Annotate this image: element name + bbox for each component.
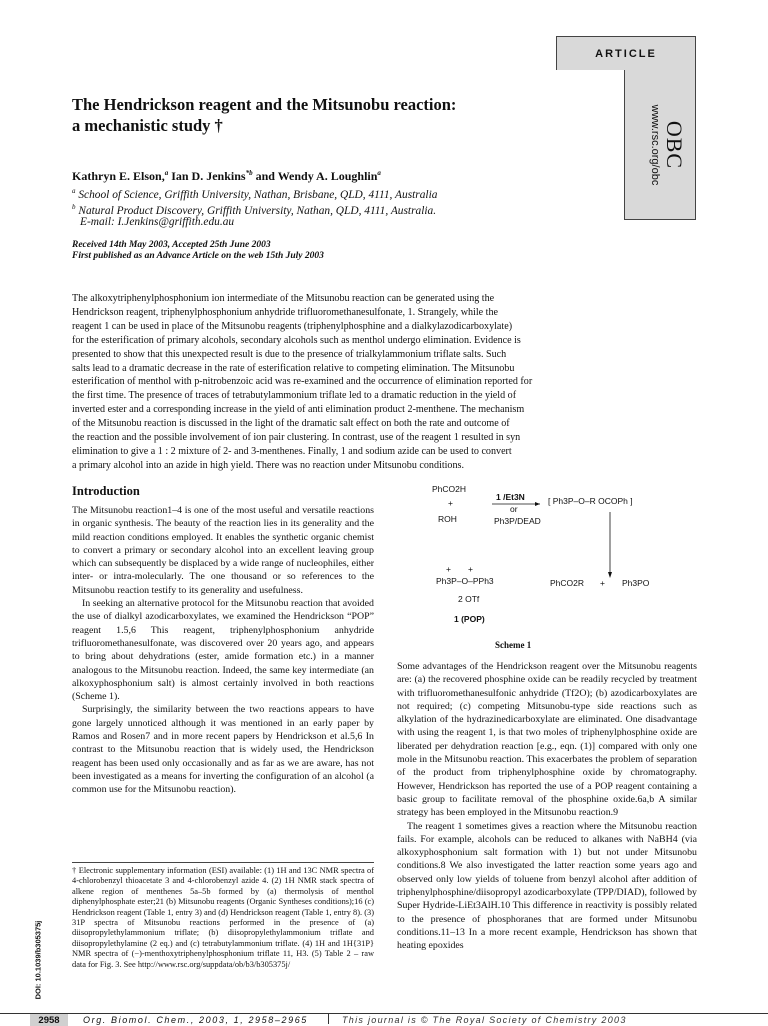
footnote-rule	[72, 862, 374, 863]
right-column-body	[397, 660, 697, 953]
footer-divider	[328, 1014, 329, 1024]
paragraph: Some advantages of the Hendrickson reagent over the Mitsunobu reagents are: (a) the recovered phosphine oxide can be readily recycled by treatment with trifluoromethanesulfonic anhydride (Tf2O); (b) azodicarboxylates are not required; (c) competing Mitsunobu-type side reactions such as alkylation of the hydrazinedicarboxylate are eliminated. One disadvantage with using the reagent 1, is that two moles of triphenylphosphine oxide are liberated per dehydration reaction [e.g., eqn. (1)] compared with only one mole in the Mitsunobu reaction. This exacerbates the problem of separation of the product from triphenylphosphine oxide by chromatography. However, Hendrickson has reported the use of a POP reagent containing a basic group to facilitate removal of the phosphine oxide.6a,b A similar strategy has been employed in the Mitsunobu reaction.9	[397, 661, 697, 819]
abstract-line: elimination to give a 1 : 2 mixture of 2- and 3-menthenes. Finally, 1 and sodium azide can be used to convert	[72, 445, 512, 457]
scheme-reagent-pop: 1 /Et3N	[496, 492, 525, 502]
abstract-line: a primary alcohol into an azide in high yield. There was no reaction under Mitsunobu conditions.	[72, 459, 464, 471]
scheme-arrow-2-head	[608, 572, 612, 578]
abstract-line: The alkoxytriphenylphosphonium ion intermediate of the Mitsunobu reaction can be generated using the	[72, 293, 495, 304]
affiliation-a-text: School of Science, Griffith University, Nathan, Brisbane, QLD, 4111, Australia	[75, 188, 438, 201]
author-1: Kathryn E. Elson,	[72, 169, 165, 183]
journal-abbrev: OBC	[662, 120, 687, 170]
left-column-body	[72, 504, 374, 797]
author-3-affil: a	[377, 169, 381, 177]
affiliation-a-sup: a	[72, 187, 76, 195]
affiliation-b-sup: b	[72, 203, 76, 211]
article-type-label: ARTICLE	[595, 47, 657, 60]
page-number-text: 2958	[38, 1014, 60, 1026]
page-number	[30, 1014, 68, 1026]
paragraph: Surprisingly, the similarity between the two reactions appears to have gone largely unnoticed although it was mentioned in an early paper by Ramos and Rosen7 and in more recent papers by Hendrickson et al.5,6 In contrast to the Mitsunobu reaction that is widely used, the Hendrickson reagent has been used only occasionally and as far as we are aware, has not been investigated as a means for inverting the configuration of an alcohol (a common use for the Mitsunobu reaction).	[72, 704, 374, 796]
scheme-product-ester: PhCO2R	[550, 578, 585, 588]
paragraph: The reagent 1 sometimes gives a reaction where the Mitsunobu reaction fails. For example, alcohols can be reduced to alkanes with NaBH4 (via alkoxyphosphonium salt formation with 1) but not under Mitsunobu conditions.8 We also investigated the latter reaction some years ago and observed only low yields of toluene from benzyl alcohol after addition of triphenylphosphine/diisopropyl azodicarboxylate (TPP/DIAD), followed by Super Hydride-LiEt3AlH.10 This difference in reactivity is possibly related to the presence of phosphoranes that are formed under Mitsunobu conditions.11–13 In a more recent example, Hendrickson has shown that heating epoxides	[397, 820, 697, 952]
title-line-1: The Hendrickson reagent and the Mitsunobu reaction:	[72, 95, 457, 114]
scheme-reagent-or: or	[510, 504, 518, 514]
footnote-text: † Electronic supplementary information (ESI) available: (1) 1H and 13C NMR spectra of 4-chlorobenzyl thioacetate 3 and 4-chlorobenzyl azide 4. (2) 1H NMR stack spectra of alkene region of menthenes 5a–5b formed by (a) thermolysis of menthol diphenylphosphate ester;21 (b) Mitsunobu reagents (Organic Syntheses conditions);16 (c) Hendrickson reagent (Table 1, entry 3) and (d) Hendrickson reagent (Table 1, entry 8). (3) 31P spectra of Mitsunobu reactions performed in the presence of (a) diisopropylethylammonium triflate; (b) diisopropylethylammonium triflate and diisopropylethylamine (2 eq.) and (c) tetrabutylammonium triflate. (4) 1H and 1H{31P} NMR spectra of (−)-menthoxytriphenylphosphonium triflate 11, H3. (5) Table 2 – raw data for Fig. 3. See http://www.rsc.org/suppdata/ob/b3/b305375j/	[72, 866, 374, 969]
title-line-2: a mechanistic study †	[72, 116, 223, 135]
abstract-line: of the Mitsunobu reaction is discussed in the light of the dramatic salt effect on both the rate and outcome of	[72, 418, 510, 430]
paper-title	[72, 94, 592, 136]
doi-label[interactable]: DOI: 10.1039/b305375j	[33, 920, 43, 1000]
author-2: Ian D. Jenkins	[168, 169, 246, 183]
footnote	[72, 866, 374, 970]
scheme-pop-label: 1 (POP)	[454, 614, 485, 624]
author-3: and Wendy A. Loughlin	[252, 169, 378, 183]
author-1-affil: a	[164, 169, 169, 177]
article-type-tab	[556, 36, 696, 70]
abstract-line: inverted ester and a corresponding increase in the yield of anti elimination product 2-menthene. The mechanism	[72, 404, 525, 416]
abstract-line: the reaction and the possible involvement of ion pair clustering. In contrast, use of the reagent 1 resulted in syn	[72, 432, 521, 444]
author-email[interactable]: E-mail: I.Jenkins@griffith.edu.au	[80, 216, 235, 228]
abstract-line: the first time. The presence of traces of tetrabutylammonium triflate led to a dramatic reduction in the yield of	[72, 390, 517, 402]
abstract-line: Hendrickson reagent, triphenylphosphonium anhydride trifluoromethanesulfonate, 1. Strangely, while the	[72, 306, 498, 318]
journal-url[interactable]: www.rsc.org/obc	[649, 104, 661, 186]
abstract-line: reagent 1 can be used in place of the Mitsunobu reagents (triphenylphosphine and a dialkylazodicarboxylate)	[72, 320, 513, 332]
scheme-intermediate: [ Ph3P–O–R OCOPh ]	[548, 496, 633, 506]
scheme-reactant-alcohol: ROH	[438, 514, 457, 524]
author-list	[72, 166, 381, 184]
abstract-line: presented to show that this unexpected result is due to the presence of trialkylammonium triflate salts. Such	[72, 348, 507, 360]
scheme-plus-2: +	[600, 578, 605, 588]
abstract-line: salts lead to a dramatic decrease in the rate of esterification relative to competing elimination. The Mitsunobu	[72, 362, 515, 374]
journal-citation: Org. Biomol. Chem., 2003, 1, 2958–2965	[83, 1015, 308, 1025]
scheme-pop-counterion: 2 OTf	[458, 594, 480, 604]
scheme-reactant-acid: PhCO2H	[432, 484, 467, 494]
affiliation-b-text: Natural Product Discovery, Griffith University, Nathan, QLD, 4111, Australia.	[75, 204, 437, 217]
journal-branding	[634, 75, 686, 215]
scheme-charge-2: +	[468, 564, 473, 574]
paragraph: The Mitsunobu reaction1–4 is one of the most useful and versatile reactions in organic synthesis. The beauty of the reaction lies in its generality and the mild reaction conditions employed. It enables the synthetic organic chemist to convert a primary or secondary alcohol into an excellent leaving group which can subsequently be displaced by a wide range of nucleophiles, either inter- or intra-molecularly. The one thousand or so references to the Mitsunobu reaction testify to its generality and usefulness.	[72, 505, 374, 596]
abstract-line: for the esterification of primary alcohols, secondary alcohols such as menthol undergo elimination. Evidence is	[72, 334, 521, 346]
scheme-pop-structure: Ph3P–O–PPh3	[436, 576, 494, 586]
footer-rule	[0, 1013, 768, 1014]
abstract-line: esterification of menthol with p-nitrobenzoic acid was re-examined and the occurrence of elimination reported for	[72, 376, 533, 388]
scheme-product-oxide: Ph3PO	[622, 578, 650, 588]
scheme-reagent-mitsunobu: Ph3P/DEAD	[494, 516, 541, 526]
abstract	[72, 292, 617, 473]
scheme-caption: Scheme 1	[495, 640, 532, 650]
scheme-plus-1: +	[448, 498, 453, 508]
section-heading-introduction: Introduction	[72, 484, 140, 498]
published-date: First published as an Advance Article on the web 15th July 2003	[72, 251, 324, 261]
received-date: Received 14th May 2003, Accepted 25th June 2003	[72, 240, 271, 250]
author-2-affil: *b	[245, 169, 253, 177]
scheme-arrow-1-head	[535, 502, 540, 506]
scheme-charge-1: +	[446, 564, 451, 574]
copyright-notice: This journal is © The Royal Society of Chemistry 2003	[342, 1015, 627, 1025]
paragraph: In seeking an alternative protocol for the Mitsunobu reaction that avoided the use of dialkyl azodicarboxylates, we examined the Hendrickson “POP” reagent 1.5,6 This reagent, triphenylphosphonium anhydride trifluoromethanesulfonate, was discovered over 20 years ago, and appears to bring about dehydrations (ester, amide formation etc.) in a manner analogous to the Mitsunobu reaction. Indeed, the same key intermediate (an alkoxyphosphonium salt) is almost certainly involved in both reactions (Scheme 1).	[72, 598, 374, 703]
scheme-1-diagram	[420, 478, 700, 638]
